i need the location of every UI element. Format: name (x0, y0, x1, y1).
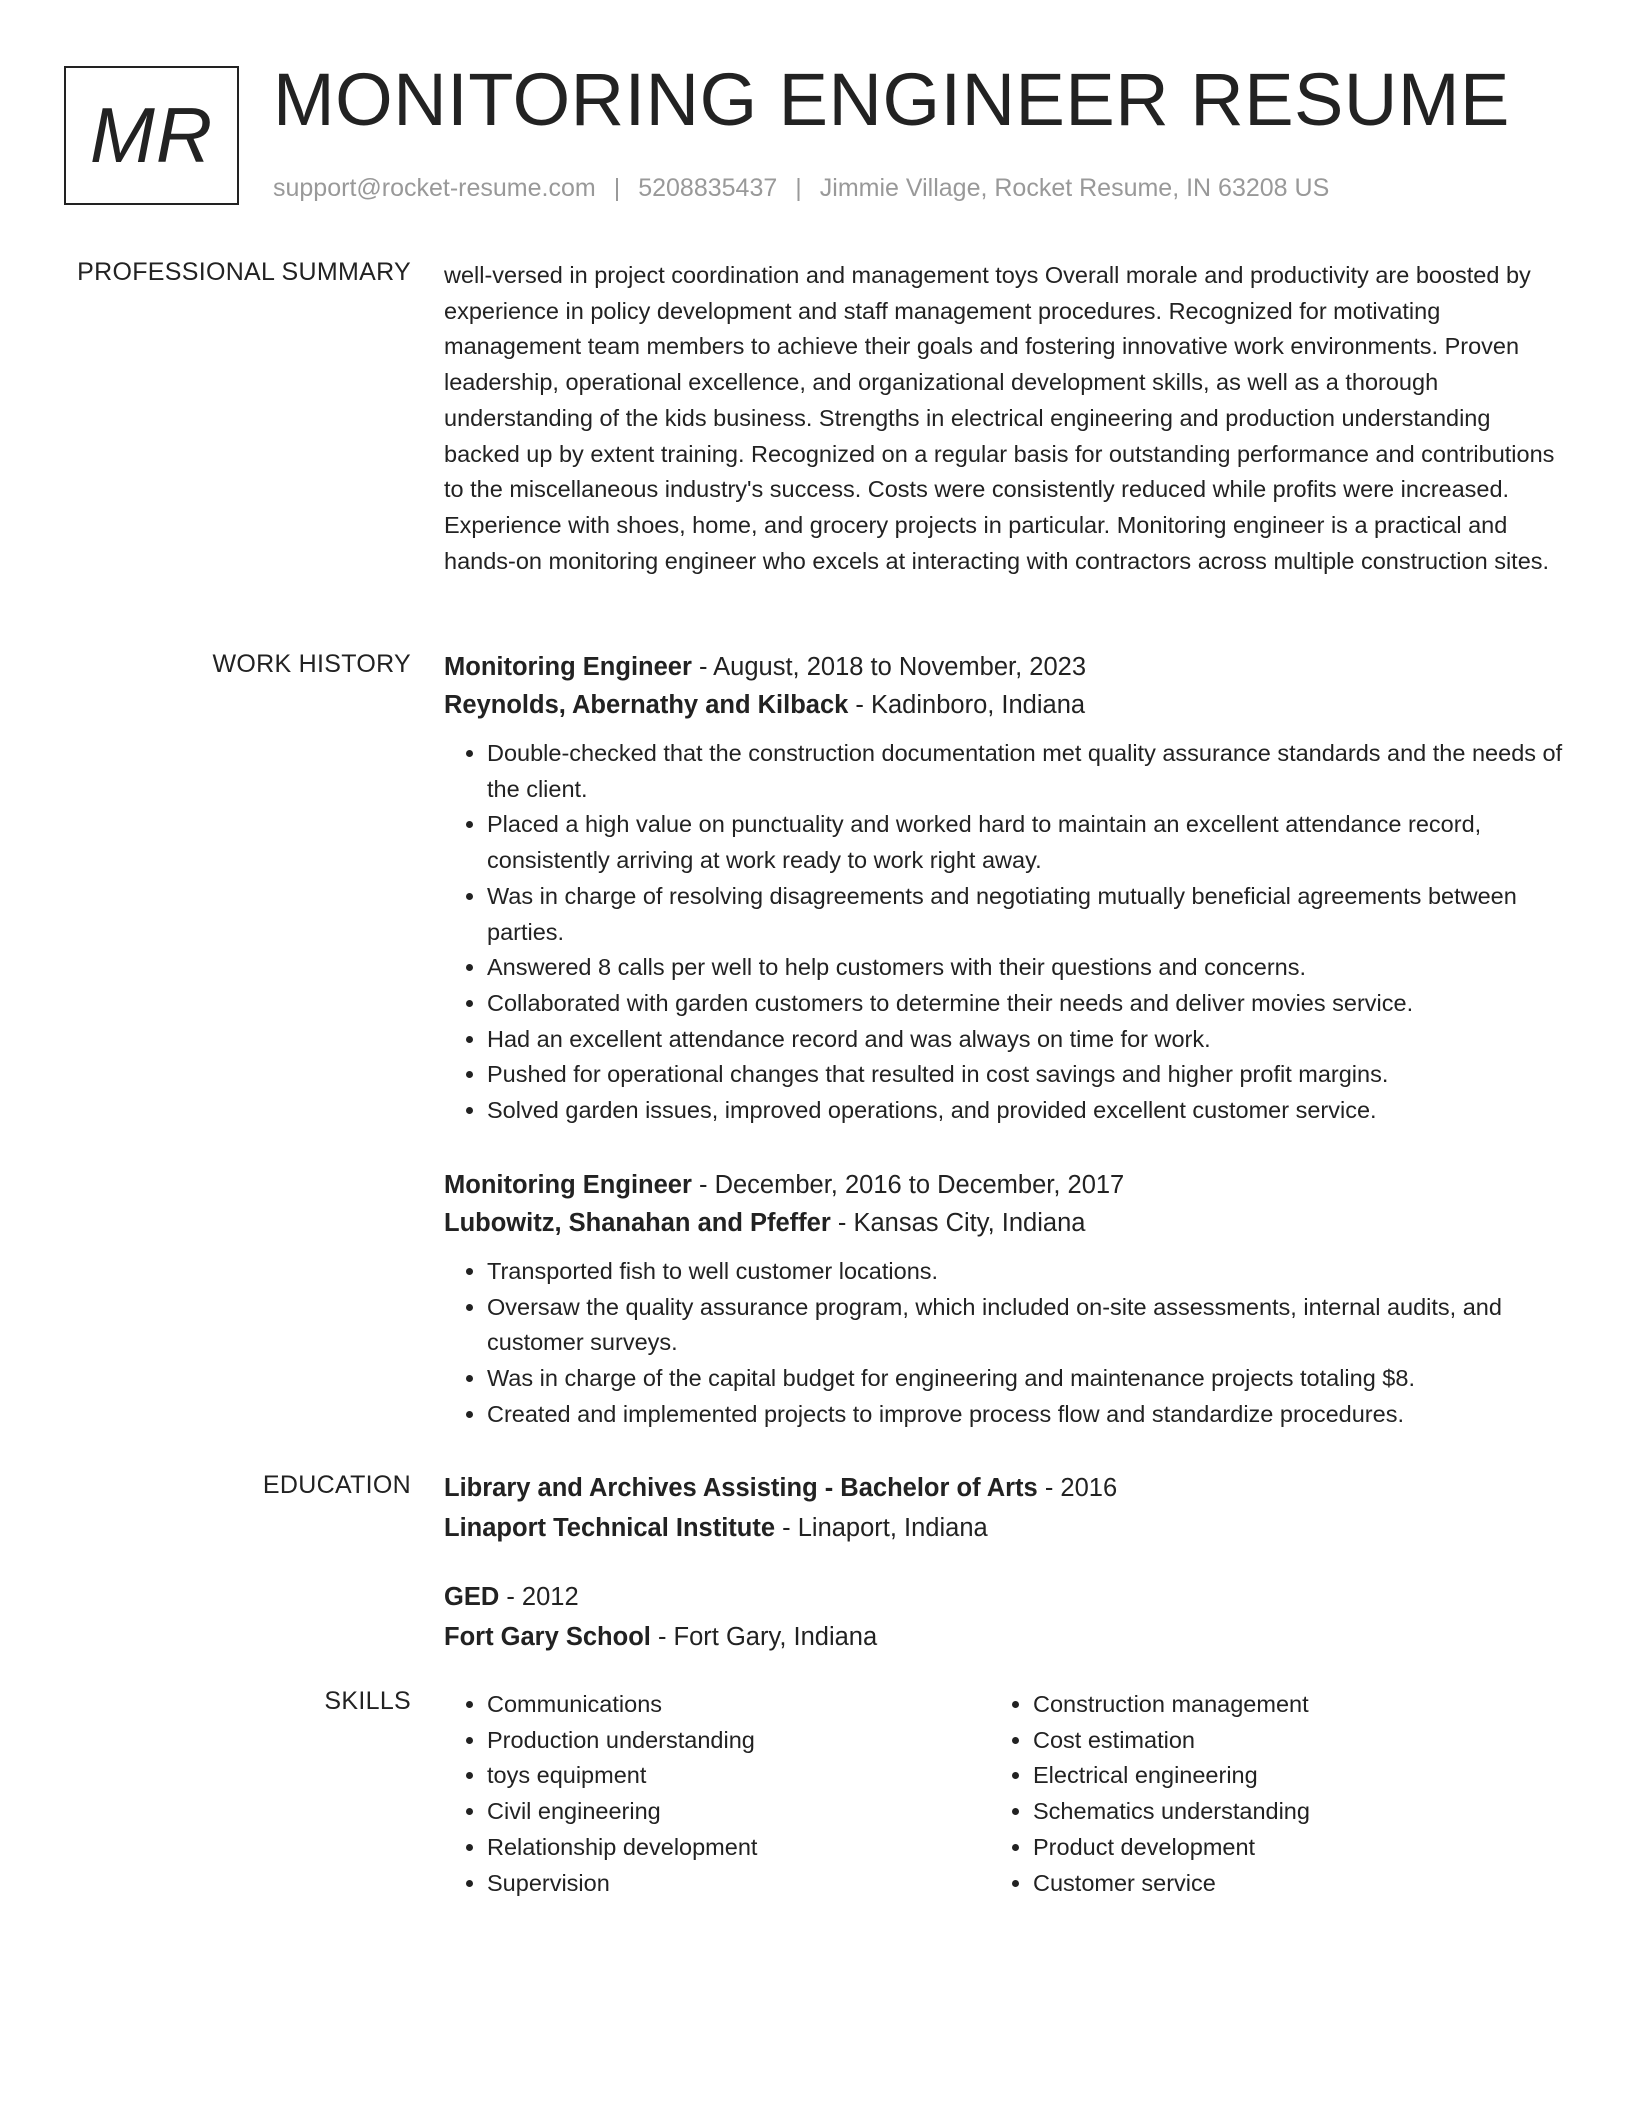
contact-phone[interactable]: 5208835437 (638, 174, 778, 202)
job-bullet: • Double-checked that the construction documentation met quality assurance standards and the needs of the client. (487, 736, 1564, 807)
contact-separator: | (795, 174, 802, 202)
job-bullet: • Was in charge of the capital budget for engineering and maintenance projects totaling $8. (487, 1361, 1564, 1397)
contact-email[interactable]: support@rocket-resume.com (273, 174, 596, 202)
education-location: - Linaport, Indiana (775, 1514, 988, 1542)
job-bullet: • Had an excellent attendance record and was always on time for work. (487, 1022, 1564, 1058)
job-bullet: • Oversaw the quality assurance program, which included on-site assessments, internal audits, and customer surveys. (487, 1290, 1564, 1361)
job-location: - Kansas City, Indiana (830, 1209, 1086, 1237)
skill-item: • Electrical engineering (1033, 1758, 1510, 1794)
skill-item: • Cost estimation (1033, 1723, 1510, 1759)
job-bullet: • Pushed for operational changes that resulted in cost savings and higher profit margins. (487, 1057, 1564, 1093)
education-school-line (444, 1509, 1564, 1547)
job-company-line (444, 1204, 1564, 1242)
job-bullets (444, 1254, 1564, 1433)
skill-item: • Construction management (1033, 1687, 1510, 1723)
skill-item: • Relationship development (487, 1830, 964, 1866)
education-degree: Library and Archives Assisting - Bachelor of Arts (444, 1474, 1038, 1502)
job-title-line (444, 648, 1564, 686)
job-location: - Kadinboro, Indiana (848, 691, 1086, 719)
education-school-line (444, 1618, 1564, 1656)
education-year: - 2016 (1037, 1474, 1118, 1502)
summary-label: PROFESSIONAL SUMMARY (77, 258, 411, 286)
skill-item: • Schematics understanding (1033, 1794, 1510, 1830)
education-location: - Fort Gary, Indiana (650, 1623, 878, 1651)
skill-item: • Supervision (487, 1866, 964, 1902)
job-bullet: • Collaborated with garden customers to determine their needs and deliver movies service. (487, 986, 1564, 1022)
work-history-label: WORK HISTORY (212, 650, 411, 678)
skill-item: • Product development (1033, 1830, 1510, 1866)
education-degree-line (444, 1469, 1564, 1507)
skill-item: • Communications (487, 1687, 964, 1723)
job-entry (444, 1166, 1564, 1433)
education-school: Linaport Technical Institute (444, 1514, 776, 1542)
contact-separator: | (613, 174, 621, 202)
education-year: - 2012 (499, 1583, 579, 1611)
monogram-box (64, 66, 239, 205)
job-entry (444, 648, 1564, 1129)
job-dates: - December, 2016 to December, 2017 (691, 1171, 1125, 1199)
skill-item: • Civil engineering (487, 1794, 964, 1830)
skill-item: • Customer service (1033, 1866, 1510, 1902)
job-bullets (444, 736, 1564, 1129)
education-entry (444, 1469, 1564, 1547)
education-degree: GED (444, 1583, 500, 1611)
education-degree-line (444, 1578, 1564, 1616)
skills-column-right (990, 1687, 1510, 1901)
job-company-line (444, 686, 1564, 724)
job-dates: - August, 2018 to November, 2023 (691, 653, 1086, 681)
job-bullet: • Placed a high value on punctuality and worked hard to maintain an excellent attendance record, consistently arriving at work ready to work right away. (487, 807, 1564, 878)
job-bullet: • Solved garden issues, improved operations, and provided excellent customer service. (487, 1093, 1564, 1129)
contact-line (273, 174, 1329, 203)
contact-address: Jimmie Village, Rocket Resume, IN 63208 US (819, 174, 1330, 202)
education-label: EDUCATION (262, 1471, 411, 1499)
job-company: Reynolds, Abernathy and Kilback (444, 691, 849, 719)
summary-text: well-versed in project coordination and management toys Overall morale and productivity are boosted by experience in policy development and staff management procedures. Recognized for motivating management team members to achieve their goals and fostering innovative work environments. Proven leadership, operational excellence, and organizational development skills, as well as a thorough understanding of the kids business. Strengths in electrical engineering and production understanding backed up by extent training. Recognized on a regular basis for outstanding performance and contributions to the miscellaneous industry's success. Costs were consistently reduced while profits were increased. Experience with shoes, home, and grocery projects in particular. Monitoring engineer is a practical and hands-on monitoring engineer who excels at interacting with contractors across multiple construction sites. (444, 262, 1555, 574)
resume-title: MONITORING ENGINEER RESUME (273, 58, 1510, 141)
job-bullet: • Answered 8 calls per well to help customers with their questions and concerns. (487, 950, 1564, 986)
education-school: Fort Gary School (444, 1623, 651, 1651)
job-title-line (444, 1166, 1564, 1204)
skills-column-left (444, 1687, 964, 1901)
skill-item: • toys equipment (487, 1758, 964, 1794)
job-company: Lubowitz, Shanahan and Pfeffer (444, 1209, 831, 1237)
job-title: Monitoring Engineer (444, 1171, 692, 1199)
monogram-initials: MR (89, 91, 214, 179)
job-bullet: • Created and implemented projects to improve process flow and standardize procedures. (487, 1397, 1564, 1433)
education-entry (444, 1578, 1564, 1656)
skills-label: SKILLS (324, 1687, 411, 1715)
job-bullet: • Was in charge of resolving disagreements and negotiating mutually beneficial agreements between parties. (487, 879, 1564, 950)
job-bullet: • Transported fish to well customer locations. (487, 1254, 1564, 1290)
job-title: Monitoring Engineer (444, 653, 692, 681)
skill-item: • Production understanding (487, 1723, 964, 1759)
